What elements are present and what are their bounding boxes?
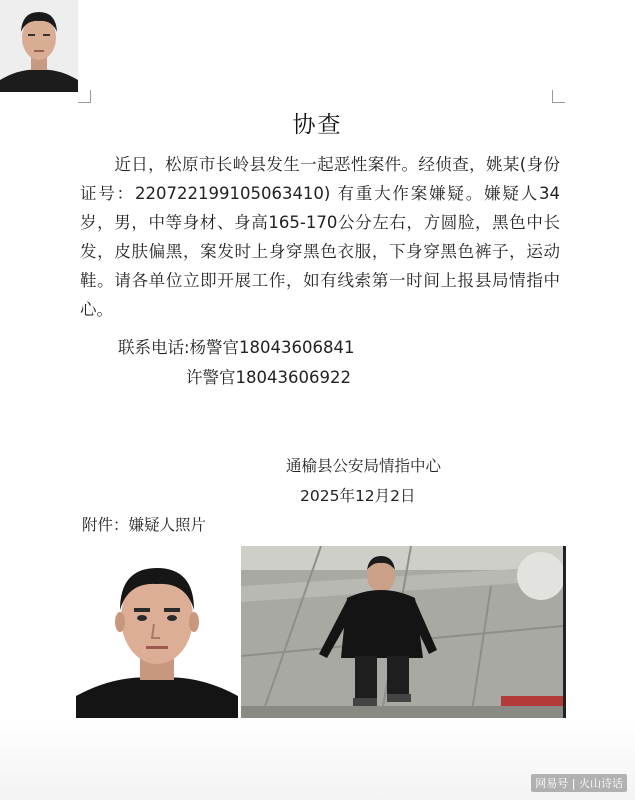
suspect-id-photo — [76, 546, 238, 718]
contact-line-1: 联系电话:杨警官18043606841 — [118, 338, 355, 357]
issuing-office: 通榆县公安局情指中心 — [286, 457, 442, 475]
suspect-thumbnail-photo — [0, 0, 78, 92]
page-corner-mark-right — [552, 90, 565, 103]
contact-line-2: 许警官18043606922 — [186, 368, 351, 387]
notice-body — [80, 150, 560, 324]
issue-date: 2025年12月2日 — [300, 487, 416, 505]
notice-body-text: 近日，松原市长岭县发生一起恶性案件。经侦查，姚某(身份证号：220722199105063410) 有重大作案嫌疑。嫌疑人34岁，男，中等身材、身高165-170公分左右，方圆脸，黑色中长发，皮肤偏黑，案发时上身穿黑色衣服，下身穿黑色裤子，运动鞋。请各单位立即开展工作，如有线索第一时间上报县局情指中心。 — [80, 155, 560, 319]
attachment-label: 附件：嫌疑人照片 — [82, 516, 207, 534]
document-title: 协查 — [292, 112, 343, 138]
suspect-surveillance-photo — [241, 546, 566, 718]
source-watermark: 网易号 | 火山诗话 — [531, 774, 627, 792]
page-corner-mark-left — [78, 90, 91, 103]
